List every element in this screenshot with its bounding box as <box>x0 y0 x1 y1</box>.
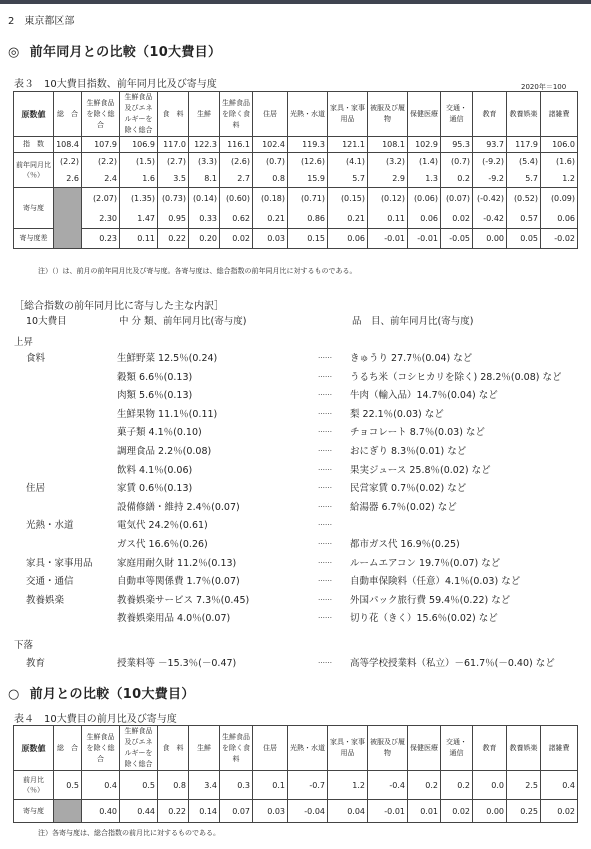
table3-note: 注）（）は、前月の前年同月比及び寄与度。各寄与度は、総合指数の前年同月比に対するものである。 <box>38 267 357 275</box>
table3-cell: 2.7 <box>220 170 253 188</box>
breakdown-subcategory: ガス代 16.6％(0.26) <box>117 539 208 550</box>
table3-cell: (0.12) <box>368 188 408 209</box>
table4-cell: 0.0 <box>473 771 507 800</box>
table3-index-row <box>14 137 578 153</box>
row-label-yoy: 前年同月比（％） <box>14 153 54 188</box>
table3-cell: 1.6 <box>120 170 158 188</box>
table3-cell: 0.05 <box>507 229 541 249</box>
table3-cell: 0.22 <box>158 229 189 249</box>
table4-cell: 0.00 <box>473 800 507 823</box>
table3-cell: (0.60) <box>220 188 253 209</box>
table3-cell: 2.30 <box>82 208 120 229</box>
table4-cell: -0.04 <box>288 800 328 823</box>
breakdown-subcategory: 菓子類 4.1％(0.10) <box>117 427 202 439</box>
breakdown-item: きゅうり 27.7％(0.04) など <box>350 353 473 364</box>
table3-cell: 0.11 <box>120 229 158 249</box>
section-title: 2 東京都区部 <box>8 16 75 27</box>
table3-cell: 0.8 <box>253 170 288 188</box>
breakdown-item: 民営家賃 0.7％(0.02) など <box>350 483 467 495</box>
breakdown-item: うるち米（コシヒカリを除く) 28.2％(0.08) など <box>350 371 562 383</box>
breakdown-subcategory: 授業料等 －15.3％(－0.47) <box>117 658 237 669</box>
table3-cell: (-9.2) <box>473 153 507 171</box>
table3-cell: 119.3 <box>288 137 328 153</box>
table4-cell: 0.04 <box>328 800 368 823</box>
window-top-bar <box>0 0 591 4</box>
table4-cell: 0.4 <box>82 771 120 800</box>
table3-contrib-row <box>14 208 578 229</box>
row-label-mom: 前月比（％） <box>14 771 54 800</box>
table3-cell: 121.1 <box>328 137 368 153</box>
table4-cell: 0.44 <box>120 800 158 823</box>
table3-cell: 8.1 <box>189 170 220 188</box>
table3-cell: (4.1) <box>328 153 368 171</box>
breakdown-subcategory: 教養娯楽サービス 7.3％(0.45) <box>117 594 250 606</box>
table3-col-header: 被服及び履物 <box>368 92 408 137</box>
table3-cell: 0.21 <box>253 208 288 229</box>
table3-col-header: 食 料 <box>158 92 189 137</box>
table3-cell: (2.07) <box>82 188 120 209</box>
table3-cell: (-0.42) <box>473 188 507 209</box>
breakdown-dots: ‥‥‥ <box>318 389 333 398</box>
table3-cell: 0.06 <box>328 229 368 249</box>
table3-cell: 122.3 <box>189 137 220 153</box>
table4-cell: 0.8 <box>158 771 189 800</box>
breakdown-item: おにぎり 8.3％(0.01) など <box>350 446 467 457</box>
breakdown-item: 給湯器 6.7％(0.02) など <box>350 501 457 513</box>
table4-cell: 2.5 <box>507 771 541 800</box>
table3-cell: (2.6) <box>220 153 253 171</box>
breakdown-subcategory: 家賃 0.6％(0.13) <box>117 483 193 495</box>
table3-cell: (0.15) <box>328 188 368 209</box>
base-year-label: 2020年＝100 <box>521 83 567 91</box>
table3-cell: 108.1 <box>368 137 408 153</box>
table4-cell: 0.22 <box>158 800 189 823</box>
table3 <box>13 91 578 249</box>
breakdown-subcategory: 肉類 5.6％(0.13) <box>117 390 193 402</box>
row-label-contrib: 寄与度 <box>14 800 54 823</box>
table4-cell: -0.4 <box>368 771 408 800</box>
table3-cell: 102.4 <box>253 137 288 153</box>
table3-cell: 93.7 <box>473 137 507 153</box>
table3-cell: 0.23 <box>82 229 120 249</box>
table3-col-header: 教養娯楽 <box>507 92 541 137</box>
table3-title: 表３ 10大費目指数、前年同月比及び寄与度 <box>14 79 217 90</box>
table3-cell: 15.9 <box>288 170 328 188</box>
table3-col-header: 生鮮食品及びエネルギーを除く総合 <box>120 92 158 137</box>
table4-col-header: 原数値 <box>14 726 54 771</box>
table3-cell: (0.06) <box>408 188 441 209</box>
breakdown-item: ルームエアコン 19.7％(0.07) など <box>350 557 501 569</box>
table3-cell: (12.6) <box>288 153 328 171</box>
breakdown-category: 住居 <box>26 483 46 495</box>
table3-cell: -0.02 <box>541 229 578 249</box>
breakdown-item: 果実ジュース 25.8％(0.02) など <box>350 464 491 476</box>
breakdown-dots: ‥‥‥ <box>318 519 333 528</box>
table3-cell: (2.2) <box>82 153 120 171</box>
table3-cell: 0.2 <box>441 170 473 188</box>
breakdown-subcategory: 生鮮果物 11.1％(0.11) <box>117 408 218 420</box>
table3-cell: 1.47 <box>120 208 158 229</box>
table3-cell: (3.3) <box>189 153 220 171</box>
table4-col-header: 保健医療 <box>408 726 441 771</box>
table3-header-row <box>14 92 578 137</box>
table4-col-header: 食 料 <box>158 726 189 771</box>
table3-cell: -0.42 <box>473 208 507 229</box>
breakdown-item: 牛肉（輸入品）14.7％(0.04) など <box>350 390 498 402</box>
table3-cell: 0.02 <box>220 229 253 249</box>
table3-col-header: 保健医療 <box>408 92 441 137</box>
table3-cell: (0.14) <box>189 188 220 209</box>
table4-cell: 0.02 <box>541 800 578 823</box>
table4-cell: 0.14 <box>189 800 220 823</box>
table3-cell: (0.7) <box>441 153 473 171</box>
row-label-contrib: 寄与度 <box>14 188 54 229</box>
table4-cell: 0.01 <box>408 800 441 823</box>
double-circle-icon: ◎ <box>8 45 20 60</box>
table3-cell: 0.02 <box>441 208 473 229</box>
breakdown-dots: ‥‥‥ <box>318 538 333 546</box>
table3-cell: 102.9 <box>408 137 441 153</box>
table4-cell: 0.1 <box>253 771 288 800</box>
table3-cell: 0.20 <box>189 229 220 249</box>
breakdown-dots: ‥‥‥ <box>318 500 333 509</box>
breakdown-title: ［総合指数の前年同月比に寄与した主な内訳］ <box>14 301 224 312</box>
table4-note: 注）各寄与度は、総合指数の前月比に対するものである。 <box>38 829 220 837</box>
breakdown-item: 自動車保険料（任意）4.1％(0.03) など <box>350 576 521 588</box>
breakdown-col-item: 品 目、前年同月比(寄与度) <box>352 316 474 327</box>
table3-cell: 1.2 <box>541 170 578 188</box>
table3-cell: 117.0 <box>158 137 189 153</box>
table3-yoy-prev-row <box>14 153 578 171</box>
table4-cell: 0.25 <box>507 800 541 823</box>
table3-cell: (0.7) <box>253 153 288 171</box>
table3-cell: 106.9 <box>120 137 158 153</box>
table3-cell: 5.7 <box>328 170 368 188</box>
table3-cell: 2.9 <box>368 170 408 188</box>
breakdown-dots: ‥‥‥ <box>318 556 333 565</box>
table3-col-header: 原数値 <box>14 92 54 137</box>
breakdown-subcategory: 調理食品 2.2％(0.08) <box>117 446 212 457</box>
breakdown-item: 高等学校授業料（私立）－61.7％(－0.40) など <box>350 658 555 669</box>
table4-cell: 0.03 <box>253 800 288 823</box>
table3-cell: 0.15 <box>288 229 328 249</box>
table4-col-header: 諸雑費 <box>541 726 578 771</box>
table4-title: 表４ 10大費目の前月比及び寄与度 <box>14 714 177 725</box>
table4-cell: 0.40 <box>82 800 120 823</box>
table4-mom-row <box>14 771 578 800</box>
table4-cell: 0.2 <box>441 771 473 800</box>
breakdown-category: 家具・家事用品 <box>26 557 93 569</box>
table4-col-header: 生鮮食品を除く総合 <box>82 726 120 771</box>
table3-col-header: 諸雑費 <box>541 92 578 137</box>
table3-cell: (2.7) <box>158 153 189 171</box>
table4-col-header: 生鮮食品を除く食料 <box>220 726 253 771</box>
table4-cell: 0.5 <box>54 771 82 800</box>
breakdown-subcategory: 電気代 24.2％(0.61) <box>117 520 208 532</box>
heading-mom <box>8 683 195 702</box>
table3-col-header: 教育 <box>473 92 507 137</box>
breakdown-dots: ‥‥‥ <box>318 575 333 584</box>
table3-contrib-prev-row <box>14 188 578 209</box>
table4-col-header: 教育 <box>473 726 507 771</box>
table3-cell: 1.3 <box>408 170 441 188</box>
table3-yoy-row <box>14 170 578 188</box>
table3-cell: 0.00 <box>473 229 507 249</box>
table4-col-header: 総 合 <box>54 726 82 771</box>
table4 <box>13 725 578 823</box>
table3-cell: (1.6) <box>541 153 578 171</box>
breakdown-dots: ‥‥‥ <box>318 445 333 453</box>
breakdown-subcategory: 設備修繕・維持 2.4％(0.07) <box>117 501 240 513</box>
table3-cell: 0.86 <box>288 208 328 229</box>
breakdown-category: 食料 <box>26 353 46 364</box>
breakdown-dots: ‥‥‥ <box>318 407 333 416</box>
table4-cell: 1.2 <box>328 771 368 800</box>
breakdown-item: チョコレート 8.7％(0.03) など <box>350 427 485 439</box>
breakdown-item: 外国パック旅行費 59.4％(0.22) など <box>350 594 511 606</box>
breakdown-dots: ‥‥‥ <box>318 482 333 491</box>
breakdown-category: 交通・通信 <box>26 576 74 588</box>
table4-cell: 0.5 <box>120 771 158 800</box>
table4-col-header: 教養娯楽 <box>507 726 541 771</box>
row-label-index: 指 数 <box>14 137 54 153</box>
table4-cell: 0.2 <box>408 771 441 800</box>
heading-mom-text: 前月との比較（10大費目） <box>29 687 195 702</box>
table3-cell: (2.2) <box>54 153 82 171</box>
breakdown-dots: ‥‥‥ <box>318 370 333 379</box>
table3-cell: (0.52) <box>507 188 541 209</box>
table4-col-header: 住居 <box>253 726 288 771</box>
table3-cell: 107.9 <box>82 137 120 153</box>
table3-cell: 0.62 <box>220 208 253 229</box>
table4-shaded-cell <box>54 800 82 823</box>
table3-cell: 117.9 <box>507 137 541 153</box>
table4-col-header: 被服及び履物 <box>368 726 408 771</box>
table3-col-header: 家具・家事用品 <box>328 92 368 137</box>
breakdown-category: 教養娯楽 <box>26 594 65 606</box>
table4-cell: -0.01 <box>368 800 408 823</box>
table3-cell: -0.01 <box>408 229 441 249</box>
table3-cell: 0.06 <box>541 208 578 229</box>
table3-cell: 95.3 <box>441 137 473 153</box>
table3-cell: (1.35) <box>120 188 158 209</box>
table3-cell: 106.0 <box>541 137 578 153</box>
heading-yoy <box>8 41 221 60</box>
table4-cell: 0.3 <box>220 771 253 800</box>
table4-col-header: 生鮮 <box>189 726 220 771</box>
table3-col-header: 生鮮 <box>189 92 220 137</box>
table4-cell: 3.4 <box>189 771 220 800</box>
table3-cell: 116.1 <box>220 137 253 153</box>
table3-cell: (1.5) <box>120 153 158 171</box>
breakdown-up-label: 上昇 <box>14 337 34 348</box>
table3-cell: 2.4 <box>82 170 120 188</box>
breakdown-down-label: 下落 <box>14 640 34 651</box>
table4-col-header: 交通・通信 <box>441 726 473 771</box>
breakdown-col-subcategory: 中 分 類、前年同月比(寄与度) <box>119 316 247 327</box>
table3-cell: 0.21 <box>328 208 368 229</box>
breakdown-item: 都市ガス代 16.9％(0.25) <box>350 539 460 550</box>
table3-cell: (0.07) <box>441 188 473 209</box>
table3-cell: (1.4) <box>408 153 441 171</box>
breakdown-subcategory: 飲料 4.1％(0.06) <box>117 464 193 476</box>
circle-icon: ○ <box>8 687 20 702</box>
breakdown-subcategory: 教養娯楽用品 4.0％(0.07) <box>117 613 231 625</box>
table3-shaded-cell <box>54 188 82 249</box>
table3-cell: 3.5 <box>158 170 189 188</box>
table3-cell: 108.4 <box>54 137 82 153</box>
breakdown-item: 切り花（きく）15.6％(0.02) など <box>350 613 498 625</box>
table3-cell: (0.71) <box>288 188 328 209</box>
table3-cell: 0.11 <box>368 208 408 229</box>
table3-cell: -9.2 <box>473 170 507 188</box>
table4-contrib-row <box>14 800 578 823</box>
breakdown-subcategory: 穀類 6.6％(0.13) <box>117 371 193 383</box>
table3-col-header: 総 合 <box>54 92 82 137</box>
breakdown-subcategory: 生鮮野菜 12.5％(0.24) <box>117 353 218 364</box>
breakdown-dots: ‥‥‥ <box>318 612 333 621</box>
table3-cell: (5.4) <box>507 153 541 171</box>
breakdown-dots: ‥‥‥ <box>318 352 333 360</box>
breakdown-item: 梨 22.1％(0.03) など <box>350 408 444 420</box>
table3-cell: 2.6 <box>54 170 82 188</box>
breakdown-dots: ‥‥‥ <box>318 426 333 435</box>
table4-col-header: 家具・家事用品 <box>328 726 368 771</box>
table3-cell: (3.2) <box>368 153 408 171</box>
table3-col-header: 生鮮食品を除く食料 <box>220 92 253 137</box>
breakdown-col-category: 10大費目 <box>26 316 67 327</box>
heading-yoy-text: 前年同月との比較（10大費目） <box>29 45 222 60</box>
breakdown-dots: ‥‥‥ <box>318 657 333 665</box>
table3-col-header: 生鮮食品を除く総合 <box>82 92 120 137</box>
table3-cell: 0.33 <box>189 208 220 229</box>
table3-cell: 0.03 <box>253 229 288 249</box>
table4-col-header: 光熱・水道 <box>288 726 328 771</box>
table4-cell: -0.7 <box>288 771 328 800</box>
table3-cell: -0.01 <box>368 229 408 249</box>
table3-cell: (0.18) <box>253 188 288 209</box>
breakdown-subcategory: 自動車等関係費 1.7％(0.07) <box>117 576 240 588</box>
table3-col-header: 光熱・水道 <box>288 92 328 137</box>
table3-cell: 0.06 <box>408 208 441 229</box>
table4-cell: 0.07 <box>220 800 253 823</box>
breakdown-subcategory: 家庭用耐久財 11.2％(0.13) <box>117 557 237 569</box>
breakdown-category: 教育 <box>26 658 46 669</box>
table3-cell: 5.7 <box>507 170 541 188</box>
table3-cell: 0.57 <box>507 208 541 229</box>
table3-col-header: 交通・通信 <box>441 92 473 137</box>
table3-cell: -0.05 <box>441 229 473 249</box>
table3-cell: (0.09) <box>541 188 578 209</box>
breakdown-dots: ‥‥‥ <box>318 463 333 472</box>
table4-cell: 0.02 <box>441 800 473 823</box>
table4-header-row <box>14 726 578 771</box>
table3-cell: 0.95 <box>158 208 189 229</box>
table3-contrib-diff-row <box>14 229 578 249</box>
row-label-contrib-diff: 寄与度差 <box>14 229 54 249</box>
table4-cell: 0.4 <box>541 771 578 800</box>
table3-col-header: 住居 <box>253 92 288 137</box>
table4-col-header: 生鮮食品及びエネルギーを除く総合 <box>120 726 158 771</box>
breakdown-category: 光熱・水道 <box>26 520 74 532</box>
breakdown-dots: ‥‥‥ <box>318 593 333 602</box>
table3-cell: (0.73) <box>158 188 189 209</box>
